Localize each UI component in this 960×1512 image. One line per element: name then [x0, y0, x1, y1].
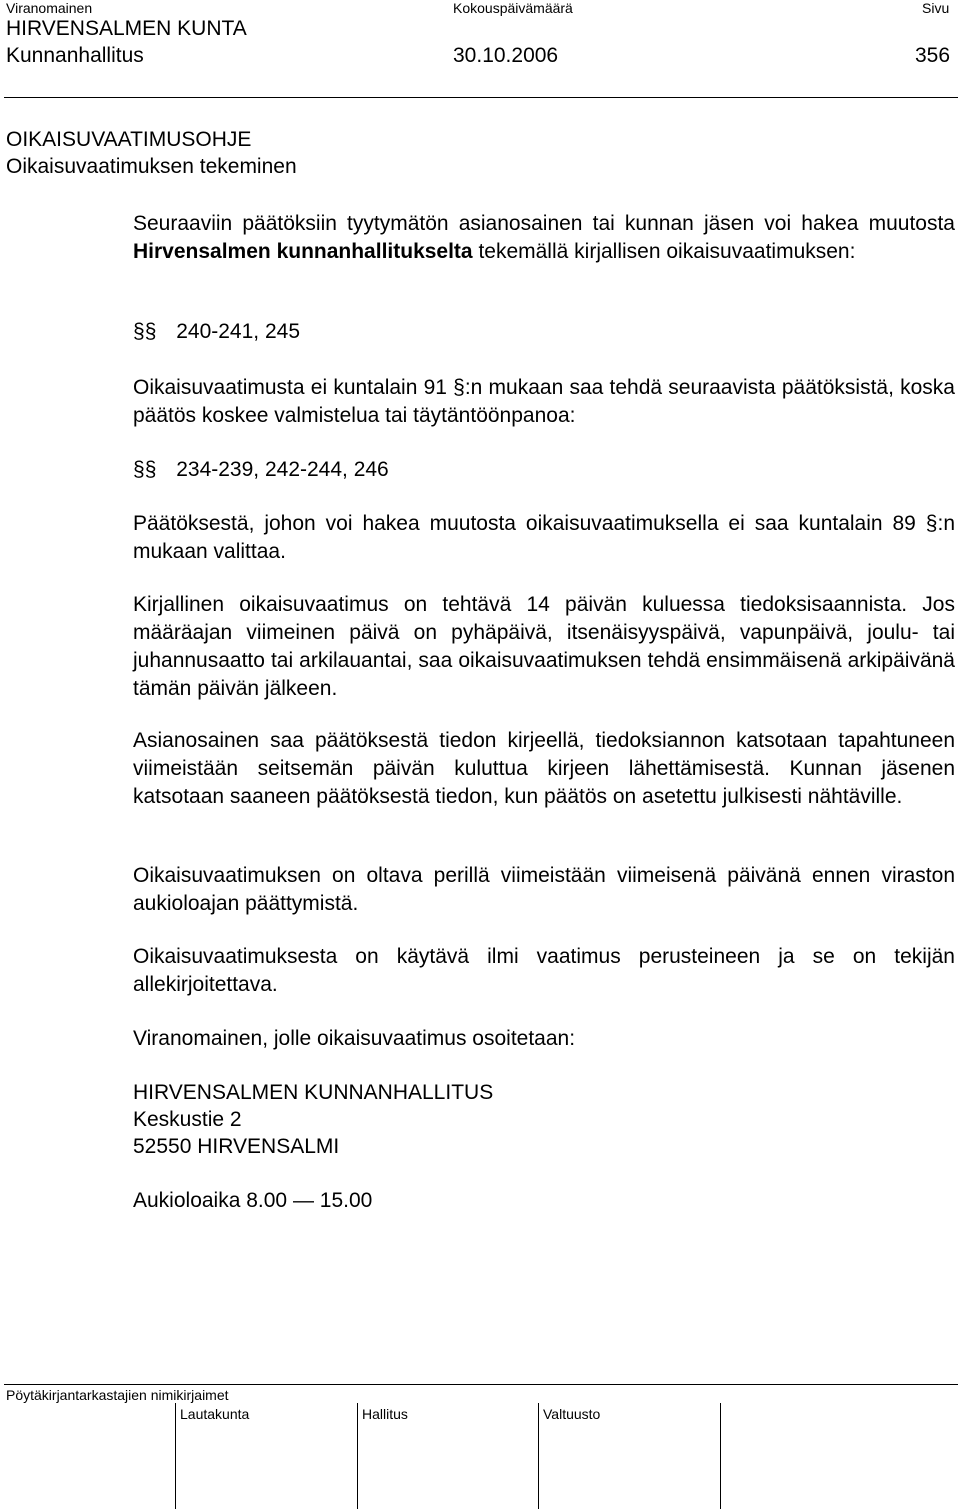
intro-text-after: tekemällä kirjallisen oikaisuvaatimuksen:	[472, 240, 856, 263]
content-paragraph: Oikaisuvaatimuksesta on käytävä ilmi vaatimus perusteineen ja se on tekijän allekirjoitettava.	[133, 945, 955, 996]
delivery-paragraph: Oikaisuvaatimuksen on oltava perillä viimeistään viimeisenä päivänä ennen viraston aukioloajan päättymistä.	[133, 864, 955, 915]
header-divider	[4, 97, 958, 98]
address-street: Keskustie 2	[133, 1108, 242, 1131]
footer-board-label: Hallitus	[362, 1406, 408, 1422]
sections-list: 234-239, 242-244, 246	[176, 458, 389, 481]
intro-text-bold: Hirvensalmen kunnanhallitukselta	[133, 240, 473, 263]
section-sign-icon: §	[144, 320, 157, 343]
no-complaint-paragraph: Päätöksestä, johon voi hakea muutosta oikaisuvaatimuksella ei saa kuntalain 89 §:n mukaan valittaa.	[133, 512, 955, 563]
header-page-number: 356	[915, 44, 951, 67]
non-appealable-sections	[133, 456, 389, 484]
recipient-label: Viranomainen, jolle oikaisuvaatimus osoitetaan:	[133, 1027, 576, 1050]
section-sign-icon: §	[133, 458, 145, 481]
deadline-paragraph: Kirjallinen oikaisuvaatimus on tehtävä 14 päivän kuluessa tiedoksisaannista. Jos määräajan viimeinen päivä on pyhäpäivä, itsenäisyyspäivä, vapunpäivä, joulu- tai juhannusaatto tai arkilauantai, saa oikaisuvaatimuksen tehdä ensimmäisenä arkipäivänä tämän päivän jälkeen.	[133, 593, 955, 700]
appealable-sections	[133, 318, 300, 346]
opening-hours: Aukioloaika 8.00 — 15.00	[133, 1189, 373, 1212]
header-date-label: Kokouspäivämäärä	[453, 0, 573, 16]
footer-initials-label: Pöytäkirjantarkastajien nimikirjaimet	[6, 1387, 229, 1403]
address-name: HIRVENSALMEN KUNNANHALLITUS	[133, 1081, 494, 1104]
sections-list: 240-241, 245	[176, 320, 300, 343]
footer-committee-label: Lautakunta	[180, 1406, 250, 1422]
footer-column-divider	[538, 1403, 539, 1509]
header-body: Kunnanhallitus	[6, 44, 144, 67]
footer-divider	[4, 1384, 958, 1385]
no-appeal-paragraph: Oikaisuvaatimusta ei kuntalain 91 §:n mukaan saa tehdä seuraavista päätöksistä, koska päätös koskee valmistelua tai täytäntöönpanoa:	[133, 376, 955, 427]
notice-paragraph: Asianosainen saa päätöksestä tiedon kirjeellä, tiedoksiannon katsotaan tapahtuneen viimeistään seitsemän päivän kuluttua kirjeen lähettämisestä. Kunnan jäsenen katsotaan saaneen päätöksestä tiedon, kun päätös on asetettu julkisesti nähtäville.	[133, 729, 955, 808]
footer-column-divider	[175, 1403, 176, 1509]
footer-council-label: Valtuusto	[543, 1406, 601, 1422]
address-postal: 52550 HIRVENSALMI	[133, 1135, 340, 1158]
header-authority: HIRVENSALMEN KUNTA	[6, 17, 247, 40]
intro-text-before: Seuraaviin päätöksiin tyytymätön asianosainen tai kunnan jäsen voi hakea muutosta	[133, 212, 955, 235]
page-title: OIKAISUVAATIMUSOHJE	[6, 128, 252, 151]
section-sign-icon: §	[144, 458, 157, 481]
footer-column-divider	[357, 1403, 358, 1509]
header-date: 30.10.2006	[453, 44, 559, 67]
header-authority-label: Viranomainen	[6, 0, 93, 16]
page-subtitle: Oikaisuvaatimuksen tekeminen	[6, 155, 297, 178]
intro-paragraph	[133, 210, 955, 266]
header-page-label: Sivu	[922, 0, 950, 16]
section-sign-icon: §	[133, 320, 145, 343]
footer-column-divider	[720, 1403, 721, 1509]
